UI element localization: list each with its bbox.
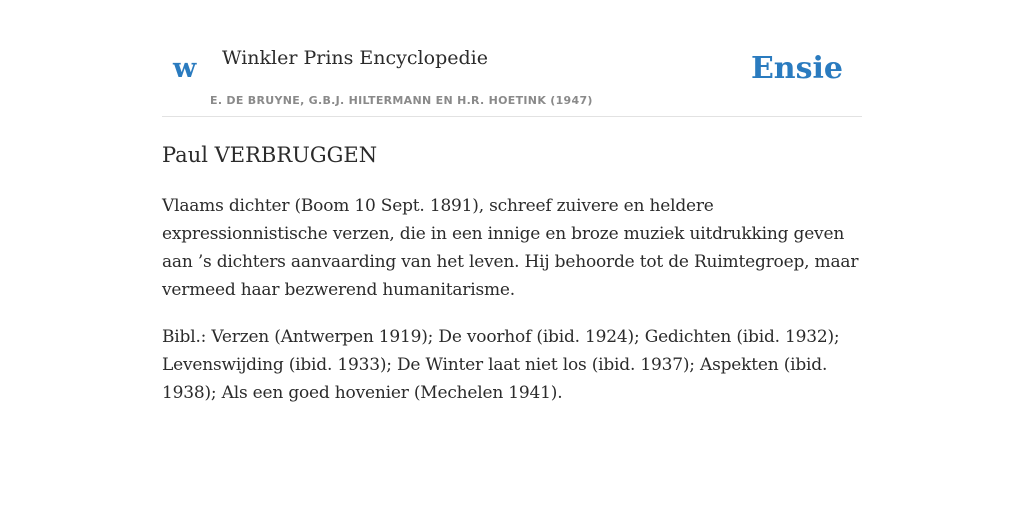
- ensie-logo-link[interactable]: Ensie: [750, 51, 843, 86]
- source-header: [162, 0, 862, 117]
- article: [162, 138, 862, 407]
- winkler-prins-logo[interactable]: w: [173, 53, 197, 84]
- article-paragraph: Vlaams dichter (Boom 10 Sept. 1891), schreef zuivere en heldere expressionnistische verzen, die in een innige en broze muziek uitdrukking geven aan ’s dichters aanvaarding van het leven. Hij behoorde tot de Ruimtegroep, maar vermeed haar bezwerend humanitarisme.: [162, 196, 859, 300]
- source-title[interactable]: Winkler Prins Encyclopedie: [222, 47, 488, 69]
- source-authors: E. DE BRUYNE, G.B.J. HILTERMANN EN H.R. HOETINK (1947): [210, 94, 593, 107]
- article-title: Paul VERBRUGGEN: [162, 143, 378, 167]
- article-bibliography: Bibl.: Verzen (Antwerpen 1919); De voorhof (ibid. 1924); Gedichten (ibid. 1932); Levenswijding (ibid. 1933); De Winter laat niet los (ibid. 1937); Aspekten (ibid. 1938); Als een goed hovenier (Mechelen 1941).: [162, 327, 840, 403]
